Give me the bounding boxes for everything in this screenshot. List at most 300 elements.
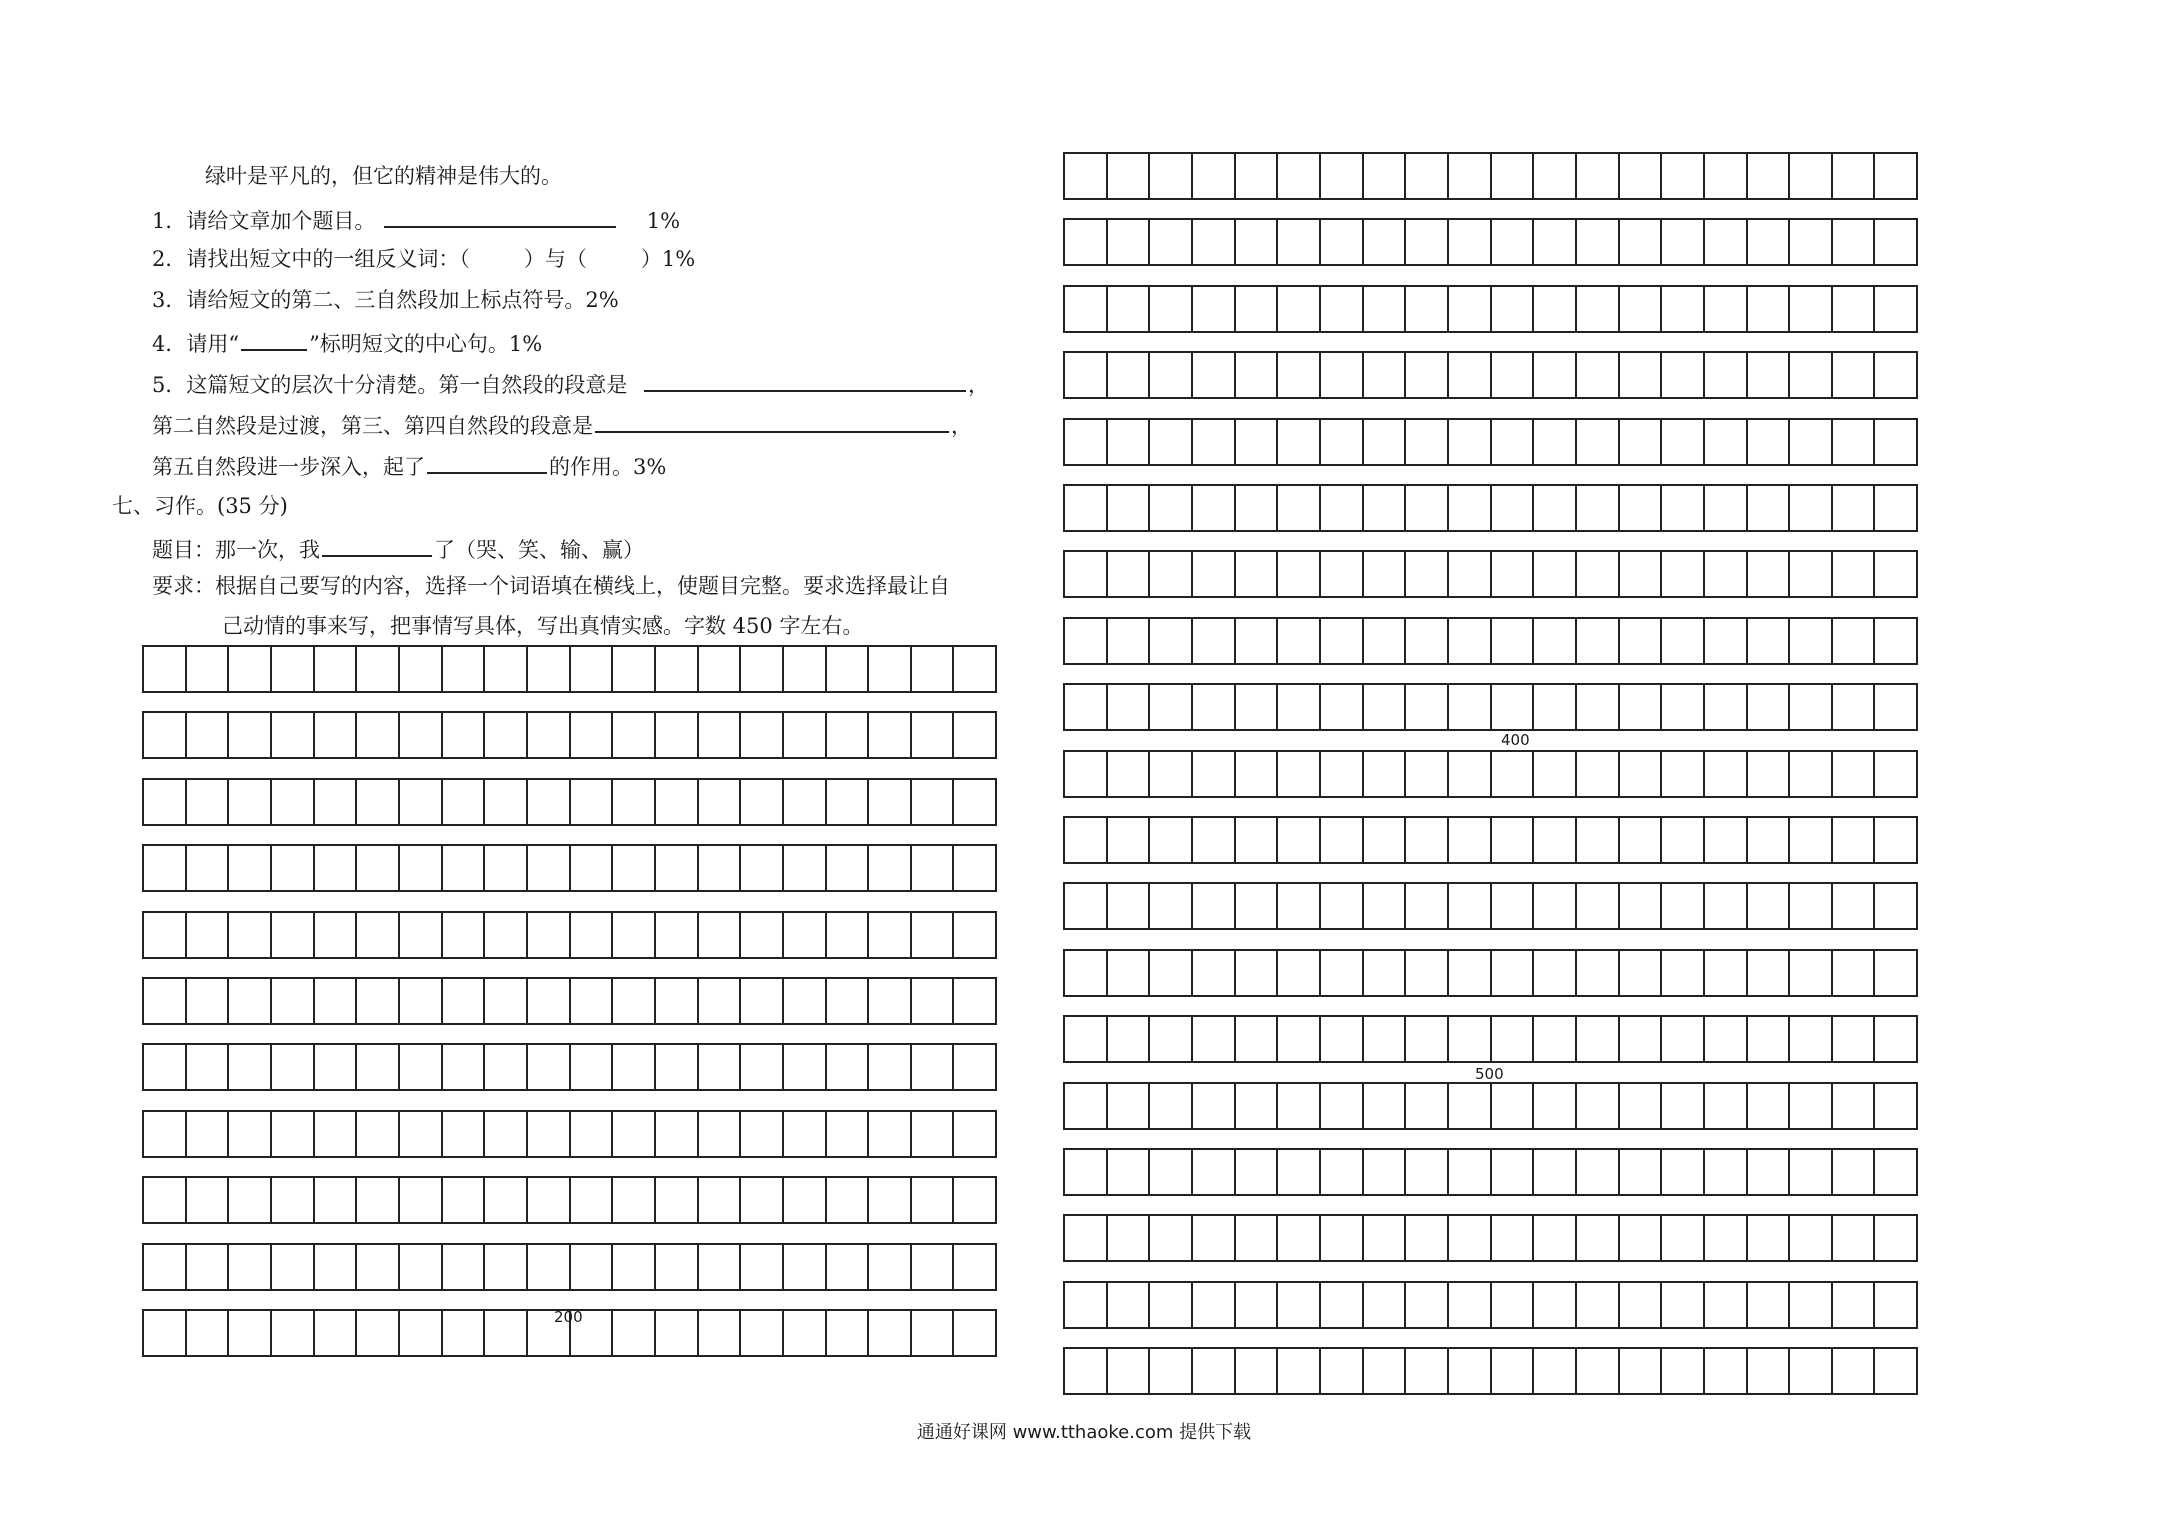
- grid-cell[interactable]: [187, 780, 230, 824]
- grid-cell[interactable]: [357, 846, 400, 890]
- grid-cell[interactable]: [1236, 818, 1279, 862]
- grid-cell[interactable]: [827, 1045, 870, 1089]
- grid-cell[interactable]: [613, 1178, 656, 1222]
- grid-cell[interactable]: [443, 780, 486, 824]
- grid-cell[interactable]: [187, 1245, 230, 1289]
- grid-cell[interactable]: [1620, 1084, 1663, 1128]
- grid-cell[interactable]: [1620, 552, 1663, 596]
- grid-cell[interactable]: [741, 1178, 784, 1222]
- grid-cell[interactable]: [187, 713, 230, 757]
- grid-cell[interactable]: [1833, 287, 1876, 331]
- grid-cell[interactable]: [1790, 685, 1833, 729]
- grid-cell[interactable]: [1150, 1349, 1193, 1393]
- grid-cell[interactable]: [1492, 154, 1535, 198]
- grid-cell[interactable]: [272, 1245, 315, 1289]
- grid-cell[interactable]: [1875, 1150, 1916, 1194]
- paragraph-5-role-blank[interactable]: [427, 450, 547, 474]
- grid-cell[interactable]: [869, 1178, 912, 1222]
- grid-cell[interactable]: [1492, 220, 1535, 264]
- grid-cell[interactable]: [1108, 951, 1151, 995]
- grid-cell[interactable]: [1833, 752, 1876, 796]
- grid-cell[interactable]: [1449, 353, 1492, 397]
- grid-cell[interactable]: [656, 846, 699, 890]
- grid-cell[interactable]: [912, 913, 955, 957]
- grid-cell[interactable]: [656, 1245, 699, 1289]
- grid-cell[interactable]: [1534, 552, 1577, 596]
- grid-cell[interactable]: [1662, 486, 1705, 530]
- grid-cell[interactable]: [1748, 1150, 1791, 1194]
- grid-cell[interactable]: [1790, 818, 1833, 862]
- grid-cell[interactable]: [315, 647, 358, 691]
- grid-cell[interactable]: [1577, 552, 1620, 596]
- grid-cell[interactable]: [229, 1112, 272, 1156]
- grid-cell[interactable]: [1449, 486, 1492, 530]
- grid-cell[interactable]: [827, 780, 870, 824]
- grid-cell[interactable]: [1150, 1084, 1193, 1128]
- grid-cell[interactable]: [1193, 1216, 1236, 1260]
- grid-cell[interactable]: [1321, 818, 1364, 862]
- grid-cell[interactable]: [1321, 1150, 1364, 1194]
- grid-cell[interactable]: [443, 913, 486, 957]
- grid-cell[interactable]: [1748, 619, 1791, 663]
- grid-cell[interactable]: [827, 1245, 870, 1289]
- grid-cell[interactable]: [357, 713, 400, 757]
- grid-cell[interactable]: [699, 1178, 742, 1222]
- grid-cell[interactable]: [1321, 1216, 1364, 1260]
- grid-cell[interactable]: [400, 1245, 443, 1289]
- grid-cell[interactable]: [1833, 1084, 1876, 1128]
- grid-cell[interactable]: [1278, 420, 1321, 464]
- grid-cell[interactable]: [613, 979, 656, 1023]
- grid-cell[interactable]: [1236, 154, 1279, 198]
- grid-cell[interactable]: [144, 713, 187, 757]
- grid-cell[interactable]: [1278, 353, 1321, 397]
- grid-cell[interactable]: [1875, 752, 1916, 796]
- grid-cell[interactable]: [1449, 884, 1492, 928]
- grid-cell[interactable]: [443, 1112, 486, 1156]
- question-4-blank[interactable]: [241, 327, 307, 351]
- grid-cell[interactable]: [741, 1045, 784, 1089]
- grid-cell[interactable]: [1108, 1017, 1151, 1061]
- grid-cell[interactable]: [1108, 685, 1151, 729]
- grid-cell[interactable]: [229, 647, 272, 691]
- grid-cell[interactable]: [1875, 353, 1916, 397]
- grid-cell[interactable]: [1790, 552, 1833, 596]
- grid-cell[interactable]: [699, 780, 742, 824]
- grid-cell[interactable]: [912, 1311, 955, 1355]
- grid-cell[interactable]: [613, 1245, 656, 1289]
- grid-cell[interactable]: [315, 713, 358, 757]
- grid-cell[interactable]: [1577, 1017, 1620, 1061]
- grid-cell[interactable]: [1108, 884, 1151, 928]
- grid-cell[interactable]: [1406, 884, 1449, 928]
- grid-cell[interactable]: [571, 846, 614, 890]
- paragraph-1-meaning-blank[interactable]: [644, 368, 966, 392]
- grid-cell[interactable]: [1705, 420, 1748, 464]
- grid-cell[interactable]: [1620, 818, 1663, 862]
- grid-cell[interactable]: [1748, 220, 1791, 264]
- grid-cell[interactable]: [1193, 353, 1236, 397]
- grid-cell[interactable]: [1236, 951, 1279, 995]
- grid-cell[interactable]: [1065, 154, 1108, 198]
- grid-cell[interactable]: [528, 1045, 571, 1089]
- grid-cell[interactable]: [1705, 353, 1748, 397]
- grid-cell[interactable]: [1577, 1216, 1620, 1260]
- grid-cell[interactable]: [1150, 1216, 1193, 1260]
- grid-cell[interactable]: [1790, 1084, 1833, 1128]
- grid-cell[interactable]: [869, 1112, 912, 1156]
- grid-cell[interactable]: [1108, 420, 1151, 464]
- grid-cell[interactable]: [1620, 1150, 1663, 1194]
- grid-cell[interactable]: [1364, 287, 1407, 331]
- grid-cell[interactable]: [1705, 951, 1748, 995]
- grid-cell[interactable]: [357, 1112, 400, 1156]
- grid-cell[interactable]: [1321, 1283, 1364, 1327]
- grid-cell[interactable]: [699, 979, 742, 1023]
- grid-cell[interactable]: [1662, 1216, 1705, 1260]
- grid-cell[interactable]: [1406, 1283, 1449, 1327]
- grid-cell[interactable]: [784, 913, 827, 957]
- grid-cell[interactable]: [1662, 951, 1705, 995]
- grid-cell[interactable]: [741, 647, 784, 691]
- grid-cell[interactable]: [1790, 1150, 1833, 1194]
- grid-cell[interactable]: [1236, 1084, 1279, 1128]
- grid-cell[interactable]: [1406, 353, 1449, 397]
- grid-cell[interactable]: [1790, 154, 1833, 198]
- grid-cell[interactable]: [1406, 552, 1449, 596]
- grid-cell[interactable]: [1705, 220, 1748, 264]
- grid-cell[interactable]: [1748, 818, 1791, 862]
- grid-cell[interactable]: [528, 713, 571, 757]
- grid-cell[interactable]: [1065, 1216, 1108, 1260]
- grid-cell[interactable]: [1278, 1216, 1321, 1260]
- grid-cell[interactable]: [1449, 1017, 1492, 1061]
- grid-cell[interactable]: [1748, 1017, 1791, 1061]
- grid-cell[interactable]: [1406, 685, 1449, 729]
- grid-cell[interactable]: [784, 1112, 827, 1156]
- grid-cell[interactable]: [1065, 552, 1108, 596]
- grid-cell[interactable]: [1620, 287, 1663, 331]
- grid-cell[interactable]: [1406, 1150, 1449, 1194]
- grid-cell[interactable]: [1278, 1150, 1321, 1194]
- grid-cell[interactable]: [1108, 818, 1151, 862]
- grid-cell[interactable]: [699, 647, 742, 691]
- grid-cell[interactable]: [1790, 1349, 1833, 1393]
- grid-cell[interactable]: [1534, 685, 1577, 729]
- grid-cell[interactable]: [1534, 884, 1577, 928]
- grid-cell[interactable]: [1065, 287, 1108, 331]
- grid-cell[interactable]: [1662, 818, 1705, 862]
- grid-cell[interactable]: [1577, 420, 1620, 464]
- grid-cell[interactable]: [1705, 818, 1748, 862]
- grid-cell[interactable]: [229, 979, 272, 1023]
- grid-cell[interactable]: [1748, 1216, 1791, 1260]
- grid-cell[interactable]: [1150, 1017, 1193, 1061]
- grid-cell[interactable]: [827, 713, 870, 757]
- grid-cell[interactable]: [1278, 552, 1321, 596]
- grid-cell[interactable]: [1278, 287, 1321, 331]
- grid-cell[interactable]: [1150, 1150, 1193, 1194]
- grid-cell[interactable]: [144, 846, 187, 890]
- grid-cell[interactable]: [1193, 420, 1236, 464]
- grid-cell[interactable]: [272, 1112, 315, 1156]
- grid-cell[interactable]: [1364, 1017, 1407, 1061]
- grid-cell[interactable]: [1406, 818, 1449, 862]
- grid-cell[interactable]: [229, 713, 272, 757]
- grid-cell[interactable]: [1364, 220, 1407, 264]
- grid-cell[interactable]: [741, 913, 784, 957]
- grid-cell[interactable]: [1449, 1084, 1492, 1128]
- grid-cell[interactable]: [1534, 752, 1577, 796]
- grid-cell[interactable]: [1364, 951, 1407, 995]
- grid-cell[interactable]: [1705, 552, 1748, 596]
- grid-cell[interactable]: [1875, 420, 1916, 464]
- grid-cell[interactable]: [1577, 154, 1620, 198]
- grid-cell[interactable]: [784, 647, 827, 691]
- grid-cell[interactable]: [1321, 951, 1364, 995]
- grid-cell[interactable]: [1449, 1150, 1492, 1194]
- grid-cell[interactable]: [1321, 420, 1364, 464]
- grid-cell[interactable]: [400, 1112, 443, 1156]
- grid-cell[interactable]: [1321, 884, 1364, 928]
- grid-cell[interactable]: [144, 1045, 187, 1089]
- grid-cell[interactable]: [272, 979, 315, 1023]
- grid-cell[interactable]: [741, 1311, 784, 1355]
- grid-cell[interactable]: [443, 1178, 486, 1222]
- grid-cell[interactable]: [1065, 752, 1108, 796]
- grid-cell[interactable]: [1406, 951, 1449, 995]
- grid-cell[interactable]: [187, 979, 230, 1023]
- grid-cell[interactable]: [443, 713, 486, 757]
- grid-cell[interactable]: [1449, 752, 1492, 796]
- grid-cell[interactable]: [1790, 752, 1833, 796]
- grid-cell[interactable]: [187, 1045, 230, 1089]
- grid-cell[interactable]: [1236, 619, 1279, 663]
- grid-cell[interactable]: [954, 1178, 995, 1222]
- grid-cell[interactable]: [1193, 619, 1236, 663]
- grid-cell[interactable]: [1406, 752, 1449, 796]
- grid-cell[interactable]: [1193, 1349, 1236, 1393]
- grid-cell[interactable]: [1108, 619, 1151, 663]
- grid-cell[interactable]: [1449, 1216, 1492, 1260]
- grid-cell[interactable]: [272, 1178, 315, 1222]
- grid-cell[interactable]: [1833, 685, 1876, 729]
- grid-cell[interactable]: [1065, 1283, 1108, 1327]
- grid-cell[interactable]: [1790, 1017, 1833, 1061]
- grid-cell[interactable]: [1620, 1349, 1663, 1393]
- grid-cell[interactable]: [784, 979, 827, 1023]
- grid-cell[interactable]: [1150, 552, 1193, 596]
- grid-cell[interactable]: [1321, 685, 1364, 729]
- grid-cell[interactable]: [1065, 951, 1108, 995]
- grid-cell[interactable]: [1705, 287, 1748, 331]
- grid-cell[interactable]: [1833, 552, 1876, 596]
- grid-cell[interactable]: [1748, 1283, 1791, 1327]
- grid-cell[interactable]: [1790, 220, 1833, 264]
- grid-cell[interactable]: [1108, 220, 1151, 264]
- grid-cell[interactable]: [1492, 287, 1535, 331]
- grid-cell[interactable]: [1790, 884, 1833, 928]
- grid-cell[interactable]: [315, 1311, 358, 1355]
- grid-cell[interactable]: [1620, 154, 1663, 198]
- grid-cell[interactable]: [528, 979, 571, 1023]
- grid-cell[interactable]: [1620, 420, 1663, 464]
- grid-cell[interactable]: [1364, 486, 1407, 530]
- grid-cell[interactable]: [954, 913, 995, 957]
- grid-cell[interactable]: [1748, 420, 1791, 464]
- grid-cell[interactable]: [144, 1311, 187, 1355]
- grid-cell[interactable]: [400, 1311, 443, 1355]
- grid-cell[interactable]: [1065, 486, 1108, 530]
- grid-cell[interactable]: [741, 1245, 784, 1289]
- grid-cell[interactable]: [1748, 951, 1791, 995]
- grid-cell[interactable]: [954, 1045, 995, 1089]
- grid-cell[interactable]: [1833, 154, 1876, 198]
- grid-cell[interactable]: [1620, 1283, 1663, 1327]
- question-1-blank[interactable]: [384, 204, 616, 228]
- grid-cell[interactable]: [1449, 1349, 1492, 1393]
- grid-cell[interactable]: [1705, 1017, 1748, 1061]
- grid-cell[interactable]: [187, 647, 230, 691]
- grid-cell[interactable]: [699, 1311, 742, 1355]
- composition-title-blank[interactable]: [322, 533, 432, 557]
- grid-cell[interactable]: [656, 979, 699, 1023]
- grid-cell[interactable]: [1150, 154, 1193, 198]
- grid-cell[interactable]: [443, 1311, 486, 1355]
- grid-cell[interactable]: [1875, 486, 1916, 530]
- grid-cell[interactable]: [1833, 818, 1876, 862]
- grid-cell[interactable]: [1492, 1017, 1535, 1061]
- grid-cell[interactable]: [187, 1112, 230, 1156]
- grid-cell[interactable]: [1193, 685, 1236, 729]
- grid-cell[interactable]: [912, 846, 955, 890]
- grid-cell[interactable]: [784, 1178, 827, 1222]
- grid-cell[interactable]: [1534, 1084, 1577, 1128]
- grid-cell[interactable]: [485, 1112, 528, 1156]
- grid-cell[interactable]: [1705, 154, 1748, 198]
- grid-cell[interactable]: [1577, 818, 1620, 862]
- grid-cell[interactable]: [1705, 1150, 1748, 1194]
- grid-cell[interactable]: [528, 1245, 571, 1289]
- grid-cell[interactable]: [1705, 1084, 1748, 1128]
- grid-cell[interactable]: [1364, 1216, 1407, 1260]
- grid-cell[interactable]: [1065, 1084, 1108, 1128]
- grid-cell[interactable]: [1534, 287, 1577, 331]
- grid-cell[interactable]: [741, 979, 784, 1023]
- grid-cell[interactable]: [1150, 420, 1193, 464]
- grid-cell[interactable]: [1065, 353, 1108, 397]
- grid-cell[interactable]: [357, 913, 400, 957]
- grid-cell[interactable]: [315, 780, 358, 824]
- grid-cell[interactable]: [1278, 619, 1321, 663]
- grid-cell[interactable]: [229, 1045, 272, 1089]
- grid-cell[interactable]: [656, 1045, 699, 1089]
- grid-cell[interactable]: [1620, 1216, 1663, 1260]
- grid-cell[interactable]: [1577, 1283, 1620, 1327]
- grid-cell[interactable]: [827, 846, 870, 890]
- grid-cell[interactable]: [272, 780, 315, 824]
- grid-cell[interactable]: [656, 780, 699, 824]
- grid-cell[interactable]: [869, 1245, 912, 1289]
- grid-cell[interactable]: [272, 913, 315, 957]
- grid-cell[interactable]: [613, 647, 656, 691]
- grid-cell[interactable]: [1875, 154, 1916, 198]
- grid-cell[interactable]: [1321, 353, 1364, 397]
- grid-cell[interactable]: [571, 1112, 614, 1156]
- grid-cell[interactable]: [315, 913, 358, 957]
- grid-cell[interactable]: [1364, 353, 1407, 397]
- grid-cell[interactable]: [1278, 154, 1321, 198]
- grid-cell[interactable]: [1620, 884, 1663, 928]
- grid-cell[interactable]: [1150, 685, 1193, 729]
- grid-cell[interactable]: [1705, 1216, 1748, 1260]
- grid-cell[interactable]: [1875, 1283, 1916, 1327]
- grid-cell[interactable]: [1449, 552, 1492, 596]
- grid-cell[interactable]: [443, 1045, 486, 1089]
- grid-cell[interactable]: [1620, 1017, 1663, 1061]
- grid-cell[interactable]: [1620, 619, 1663, 663]
- grid-cell[interactable]: [613, 713, 656, 757]
- grid-cell[interactable]: [485, 1178, 528, 1222]
- grid-cell[interactable]: [1108, 353, 1151, 397]
- grid-cell[interactable]: [1065, 1150, 1108, 1194]
- grid-cell[interactable]: [1748, 752, 1791, 796]
- grid-cell[interactable]: [1577, 685, 1620, 729]
- grid-cell[interactable]: [954, 713, 995, 757]
- grid-cell[interactable]: [827, 1311, 870, 1355]
- grid-cell[interactable]: [1662, 154, 1705, 198]
- grid-cell[interactable]: [1577, 1150, 1620, 1194]
- grid-cell[interactable]: [1705, 1283, 1748, 1327]
- grid-cell[interactable]: [1492, 1349, 1535, 1393]
- grid-cell[interactable]: [1364, 420, 1407, 464]
- grid-cell[interactable]: [1748, 287, 1791, 331]
- grid-cell[interactable]: [1108, 1084, 1151, 1128]
- grid-cell[interactable]: [1449, 1283, 1492, 1327]
- grid-cell[interactable]: [1321, 619, 1364, 663]
- grid-cell[interactable]: [1790, 1216, 1833, 1260]
- grid-cell[interactable]: [1577, 619, 1620, 663]
- grid-cell[interactable]: [357, 1245, 400, 1289]
- grid-cell[interactable]: [400, 713, 443, 757]
- grid-cell[interactable]: [1364, 1349, 1407, 1393]
- grid-cell[interactable]: [272, 1311, 315, 1355]
- grid-cell[interactable]: [1705, 1349, 1748, 1393]
- grid-cell[interactable]: [485, 713, 528, 757]
- grid-cell[interactable]: [954, 1311, 995, 1355]
- grid-cell[interactable]: [1662, 1084, 1705, 1128]
- grid-cell[interactable]: [357, 780, 400, 824]
- grid-cell[interactable]: [1321, 552, 1364, 596]
- grid-cell[interactable]: [1364, 752, 1407, 796]
- grid-cell[interactable]: [784, 780, 827, 824]
- grid-cell[interactable]: [1321, 220, 1364, 264]
- grid-cell[interactable]: [229, 1311, 272, 1355]
- grid-cell[interactable]: [1278, 752, 1321, 796]
- paragraph-3-4-meaning-blank[interactable]: [595, 409, 949, 433]
- grid-cell[interactable]: [1321, 154, 1364, 198]
- grid-cell[interactable]: [485, 913, 528, 957]
- grid-cell[interactable]: [1406, 287, 1449, 331]
- grid-cell[interactable]: [1662, 1150, 1705, 1194]
- grid-cell[interactable]: [1620, 486, 1663, 530]
- grid-cell[interactable]: [1236, 486, 1279, 530]
- grid-cell[interactable]: [784, 846, 827, 890]
- grid-cell[interactable]: [187, 846, 230, 890]
- grid-cell[interactable]: [1577, 752, 1620, 796]
- grid-cell[interactable]: [1662, 552, 1705, 596]
- grid-cell[interactable]: [1193, 1017, 1236, 1061]
